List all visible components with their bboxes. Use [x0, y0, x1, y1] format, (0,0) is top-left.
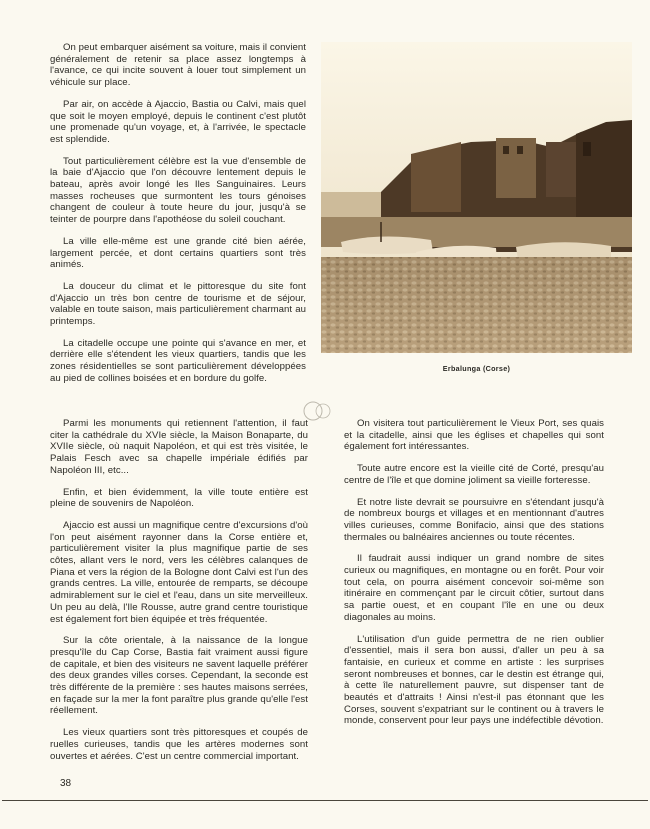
paragraph: Par air, on accède à Ajaccio, Bastia ou Calvi, mais quel que soit le moyen employé, depuis le continent c'est plutôt une promenade qu'un voyage, et, à l'arrivée, le spectacle est splendide. [50, 98, 306, 145]
paragraph: On peut embarquer aisément sa voiture, mais il convient généralement de retenir sa place assez longtemps à l'avance, ce qui incite souvent à louer tout simplement un véhicule sur place. [50, 42, 306, 89]
paragraph: La ville elle-même est une grande cité bien aérée, largement percée, et dont certains quartiers sont très animés. [50, 235, 306, 271]
paragraph: Et notre liste devrait se poursuivre en s'étendant jusqu'à de nombreux bourgs et villages et en mentionnant d'autres villes curieuses, comme Bonifacio, ainsi que des stations thermales ou balnéaires anciennes ou toute récentes. [344, 496, 604, 543]
paragraph: L'utilisation d'un guide permettra de ne rien oublier d'essentiel, mais il sera bon aussi, d'aller un peu à sa fantaisie, en curieux et comme en artiste : les surprises seront nombreuses et bonnes, car le destin est étrange qui, à cette île naturellement pauvre, sut dispenser tant de beautés et d'attraits ! Ainsi n'est-il pas étonnant que les Corses, souvent s'expatriant sur le continent ou à travers le monde, conservent pour leur pays une indéfectible dévotion. [344, 633, 604, 727]
paragraph: On visitera tout particulièrement le Vieux Port, ses quais et la citadelle, ainsi que les églises et chapelles qui sont également fort intéressantes. [344, 418, 604, 453]
photo-illustration [321, 42, 632, 353]
bottom-rule [2, 800, 648, 801]
column-left-top [50, 42, 306, 395]
paragraph: Il faudrait aussi indiquer un grand nombre de sites curieux ou magnifiques, en montagne ou en forêt. Pour voir tout cela, on pourra aisément concevoir soi-même son itinéraire en commençant par le circuit côtier, surtout dans sa partie ouest, et en coupant l'île en une ou deux diagonales au moins. [344, 553, 604, 623]
paragraph: Sur la côte orientale, à la naissance de la longue presqu'île du Cap Corse, Bastia fait vraiment aussi figure de capitale, et bien des visiteurs ne savent laquelle préférer des deux grandes villes corses. Cependant, la seconde est très différente de la première : ses hautes maisons serrées, en façade sur la mer la font paraître plus grande qu'elle l'est réellement. [50, 635, 308, 717]
paragraph: La citadelle occupe une pointe qui s'avance en mer, et derrière elle s'étendent les vieux quartiers, tandis que les zones résidentielles se sont particulièrement développées au pied de collines boisées et en bordure du golfe. [50, 337, 306, 384]
paragraph: Enfin, et bien évidemment, la ville toute entière est pleine de souvenirs de Napoléon. [50, 486, 308, 510]
paragraph: Tout particulièrement célèbre est la vue d'ensemble de la baie d'Ajaccio que l'on découvre lentement depuis le bateau, après avoir longé les Iles Sanguinaires. Leurs masses rocheuses que surmontent les tours génoises changent de couleur à toute heure du jour, jusqu'à se teinter de pourpre dans l'apothéose du soleil couchant. [50, 155, 306, 226]
paragraph: Parmi les monuments qui retiennent l'attention, il faut citer la cathédrale du XVIe siècle, la Maison Bonaparte, du XVIIe siècle, où naquit Napoléon, et qui est très visitée, le Palais Fesch avec sa chapelle impériale édifiés par Napoléon III, etc... [50, 418, 308, 476]
paragraph: Toute autre encore est la vieille cité de Corté, presqu'au centre de l'île et que domine joliment sa vieille forteresse. [344, 463, 604, 486]
column-left-bottom [50, 418, 308, 772]
paragraph: La douceur du climat et le pittoresque du site font d'Ajaccio un très bon centre de tourisme et de séjour, valable en toute saison, mais particulièrement charmant au printemps. [50, 280, 306, 328]
column-right [344, 418, 604, 737]
page-number: 38 [60, 778, 72, 789]
photo-erbalunga [321, 42, 632, 353]
paragraph: Ajaccio est aussi un magnifique centre d'excursions d'où l'on peut aisément rayonner dans la Corse entière et, particulièrement visiter la plus magnifique partie de ses côtes, allant vers le nord, vers les célèbres calanques de Piana et vers la région de la Bologne dont Calvi est l'un des grands centres. La ville, entourée de remparts, se découpe admirablement sur le ciel et l'eau, dans un site merveilleux. Un peu au delà, l'Ile Rousse, autre grand centre touristique est également fort bien équipée et très fréquentée. [50, 519, 308, 625]
photo-caption: Erbalunga (Corse) [442, 364, 511, 373]
paragraph: Les vieux quartiers sont très pittoresques et coupés de ruelles curieuses, tandis que les artères modernes sont ouvertes et aérées. C'est un centre commercial important. [50, 727, 308, 762]
